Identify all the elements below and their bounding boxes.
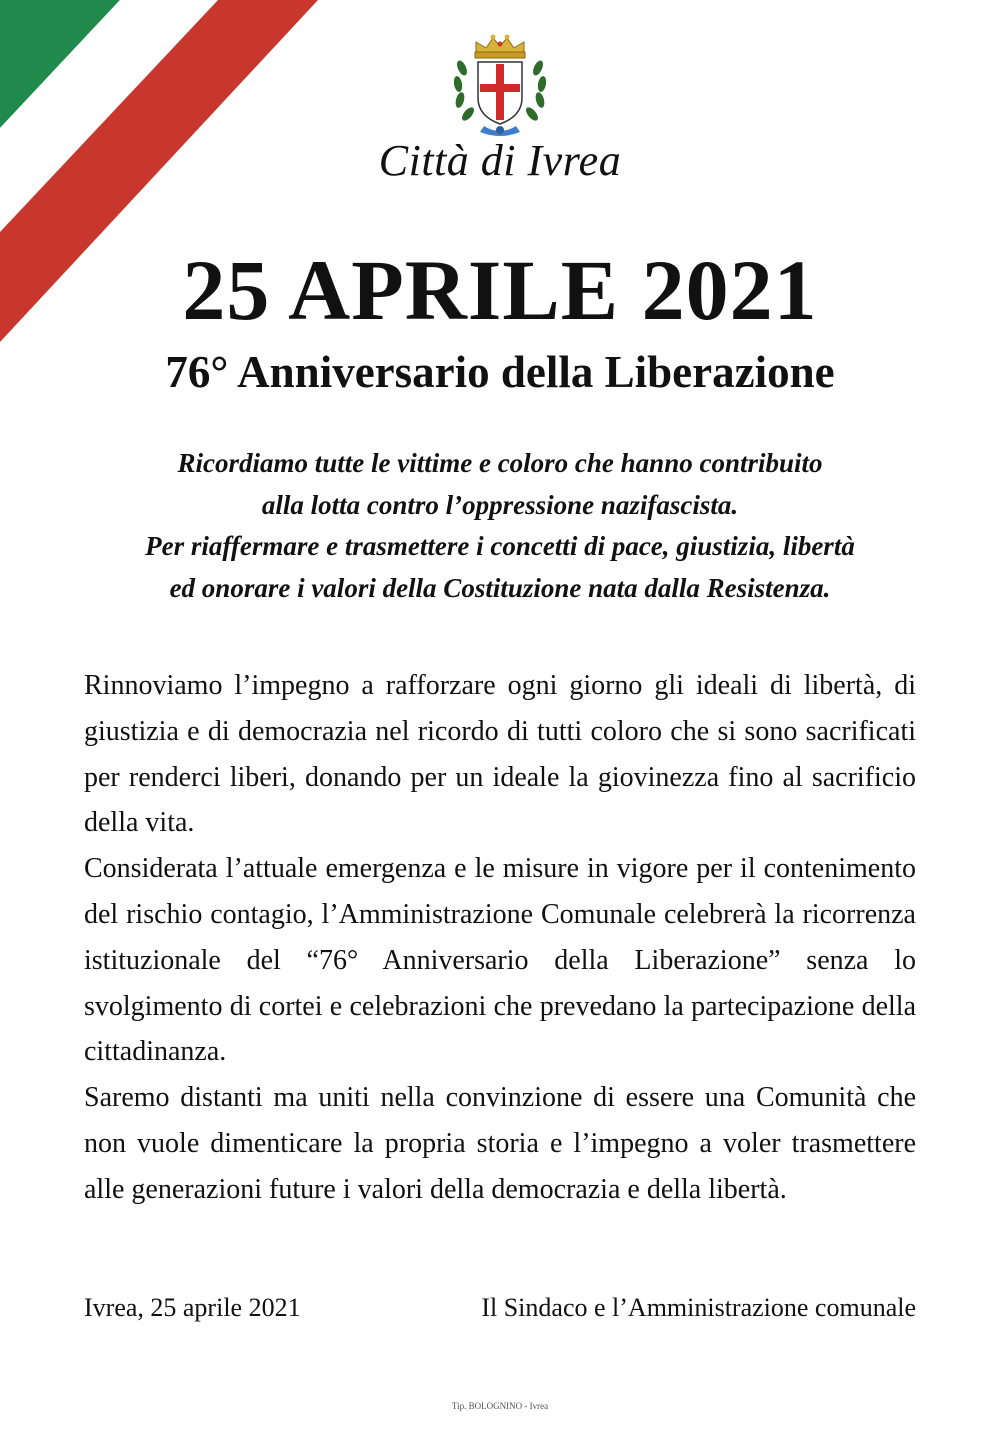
signature: Il Sindaco e l’Amministrazione comunale: [481, 1293, 916, 1322]
footer: [84, 1293, 916, 1323]
body-text: [84, 663, 916, 1213]
city-name: Città di Ivrea: [378, 136, 622, 185]
city-crest-icon: [448, 28, 552, 138]
intro-dedication: [60, 443, 940, 609]
body-paragraph: Considerata l’attuale emergenza e le misure in vigore per il contenimento del rischio contagio, l’Amministrazione Comunale celebrerà la ricorrenza istituzionale del “76° Anniversario della Liberazione” senza lo svolgimento di cortei e celebrazioni che prevedano la partecipazione della cittadinanza.: [84, 853, 916, 1068]
place-date: Ivrea, 25 aprile 2021: [84, 1293, 301, 1322]
intro-line: Per riaffermare e trasmettere i concetti di pace, giustizia, libertà: [145, 531, 855, 561]
body-paragraph: Rinnoviamo l’impegno a rafforzare ogni giorno gli ideali di libertà, di giustizia e di democrazia nel ricordo di tutti coloro che si sono sacrificati per renderci liberi, donando per un ideale la giovinezza fino al sacrificio della vita.: [84, 670, 916, 839]
intro-line: ed onorare i valori della Costituzione nata dalla Resistenza.: [169, 572, 831, 603]
printer-credit: Tip. BOLOGNINO - Ivrea: [451, 1401, 549, 1411]
intro-line: alla lotta contro l’oppressione nazifascista.: [261, 489, 739, 520]
page-title: 25 APRILE 2021: [182, 242, 818, 338]
body-paragraph: Saremo distanti ma uniti nella convinzione di essere una Comunità che non vuole dimenticare la propria storia e l’impegno a voler trasmettere alle generazioni future i valori della democrazia e della libertà.: [84, 1082, 916, 1205]
intro-line: Ricordiamo tutte le vittime e coloro che hanno contribuito: [177, 448, 823, 478]
page-subtitle: 76° Anniversario della Liberazione: [165, 347, 835, 397]
